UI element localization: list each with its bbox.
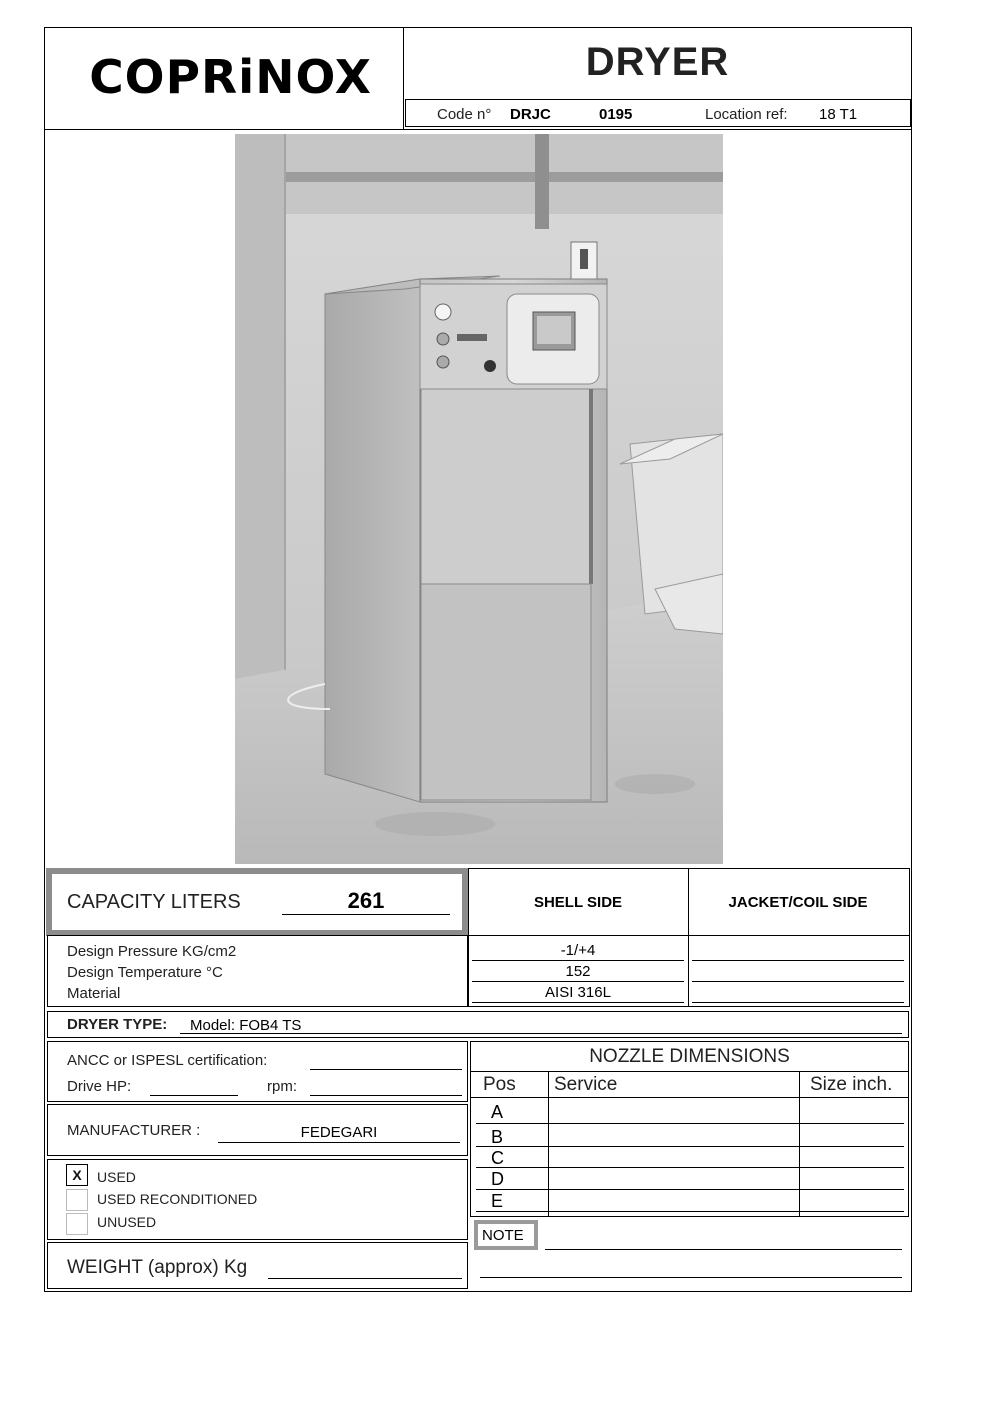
used-reconditioned-label: USED RECONDITIONED (97, 1191, 258, 1207)
nozzle-row-line-4 (476, 1189, 904, 1190)
code-number: 0195 (599, 106, 633, 123)
note-line-1 (545, 1249, 902, 1250)
nozzle-row-line-5 (476, 1211, 904, 1212)
shell-line-1 (472, 960, 684, 961)
drive-hp-label: Drive HP: (67, 1078, 132, 1095)
jacket-line-2 (692, 981, 904, 982)
page-title: DRYER (585, 40, 730, 84)
dryer-type-underline (180, 1033, 902, 1034)
location-value: 18 T1 (819, 106, 858, 123)
design-temperature-label: Design Temperature °C (67, 964, 223, 981)
nozzle-header-divider (470, 1097, 909, 1098)
certification-underline (310, 1069, 462, 1070)
note-label: NOTE (482, 1227, 524, 1244)
manufacturer-underline (218, 1142, 460, 1143)
weight-underline (268, 1278, 462, 1279)
nozzle-col-divider-1 (548, 1071, 549, 1217)
manufacturer-label: MANUFACTURER : (67, 1122, 201, 1139)
rpm-label: rpm: (267, 1078, 297, 1095)
jacket-line-3 (692, 1002, 904, 1003)
nozzle-row-a: A (491, 1102, 504, 1122)
rpm-underline (310, 1095, 462, 1096)
shell-pressure-value: -1/+4 (560, 942, 596, 959)
used-checkbox[interactable]: X (66, 1164, 88, 1186)
nozzle-title-divider (470, 1071, 909, 1072)
nozzle-row-d: D (491, 1169, 504, 1189)
nozzle-row-b: B (491, 1127, 504, 1147)
shell-line-2 (472, 981, 684, 982)
shell-line-3 (472, 1002, 684, 1003)
jacket-line-1 (692, 960, 904, 961)
note-line-2 (480, 1277, 902, 1278)
unused-label: UNUSED (97, 1214, 157, 1230)
capacity-label: CAPACITY LITERS (67, 891, 241, 913)
unused-checkbox[interactable] (66, 1213, 88, 1235)
nozzle-row-line-3 (476, 1167, 904, 1168)
capacity-underline (282, 914, 450, 915)
used-reconditioned-checkbox[interactable] (66, 1189, 88, 1211)
nozzle-col-divider-2 (799, 1071, 800, 1217)
used-label: USED (97, 1169, 136, 1185)
certification-label: ANCC or ISPESL certification: (67, 1052, 268, 1069)
design-values-divider (688, 935, 689, 1007)
shell-side-header: SHELL SIDE (533, 894, 623, 911)
shell-material-value: AISI 316L (545, 984, 611, 1001)
nozzle-row-c: C (491, 1148, 504, 1168)
capacity-value: 261 (347, 888, 385, 913)
dryer-type-value: Model: FOB4 TS (190, 1017, 302, 1034)
design-pressure-label: Design Pressure KG/cm2 (67, 943, 237, 960)
manufacturer-value: FEDEGARI (300, 1124, 378, 1141)
weight-label: WEIGHT (approx) Kg (67, 1257, 248, 1278)
jacket-side-header: JACKET/COIL SIDE (728, 894, 868, 911)
nozzle-row-e: E (491, 1191, 504, 1211)
nozzle-header-service: Service (554, 1074, 618, 1095)
nozzle-header-size: Size inch. (810, 1074, 893, 1095)
header-divider (44, 129, 912, 130)
code-label: Code n° (437, 106, 492, 123)
material-label: Material (67, 985, 121, 1002)
shell-temperature-value: 152 (565, 963, 591, 980)
nozzle-header-pos: Pos (483, 1074, 516, 1095)
nozzle-row-line-1 (476, 1123, 904, 1124)
nozzle-row-line-2 (476, 1146, 904, 1147)
location-label: Location ref: (705, 106, 788, 123)
drive-hp-underline (150, 1095, 238, 1096)
code-prefix: DRJC (510, 106, 551, 123)
product-photo (235, 134, 723, 864)
dryer-type-label: DRYER TYPE: (67, 1016, 168, 1033)
nozzle-title: NOZZLE DIMENSIONS (589, 1046, 790, 1067)
company-logo: COPRiNOX (89, 50, 372, 104)
